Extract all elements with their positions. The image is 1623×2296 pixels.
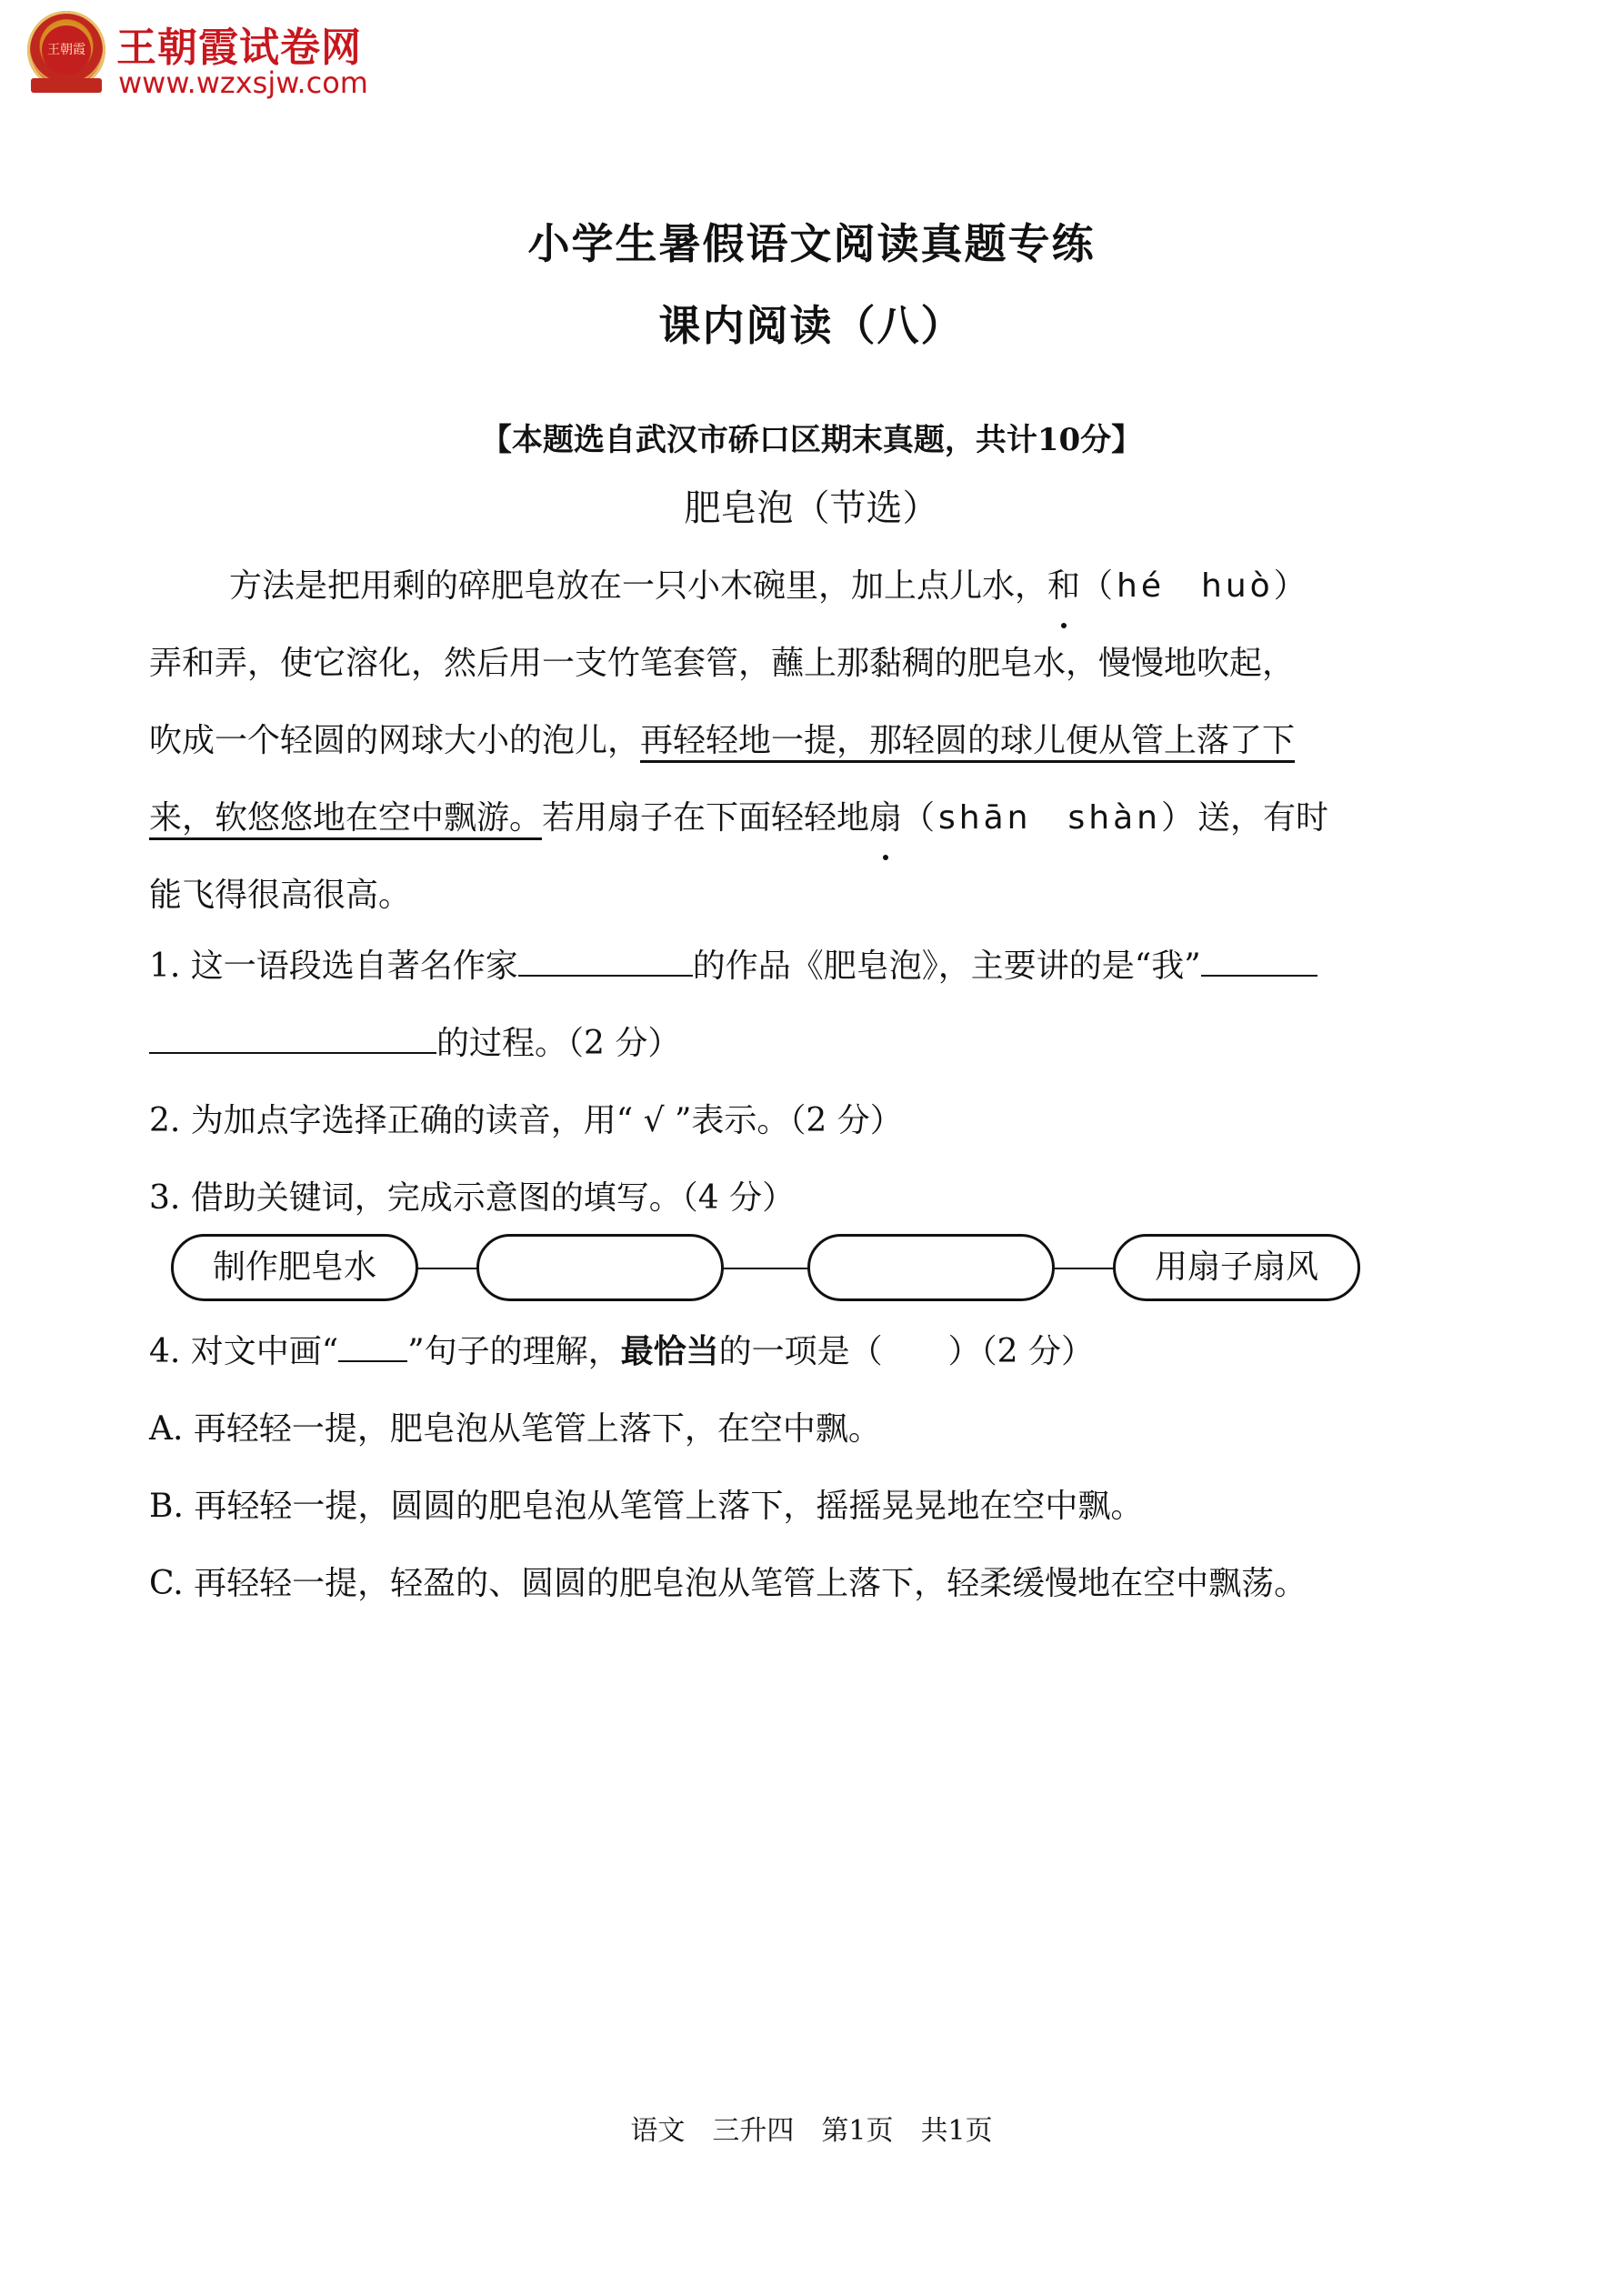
brand-url: www.wzxsjw.com — [118, 65, 368, 100]
underlined-sentence-part1: 再轻轻地一提，那轻圆的球儿便从管上落了下 — [640, 722, 1296, 759]
seal-text: 王朝霞 — [42, 25, 91, 75]
option-c[interactable]: C. 再轻轻一提，轻盈的、圆圆的肥皂泡从笔管上落下，轻柔缓慢地在空中飘荡。 — [149, 1565, 1307, 1602]
question-2: 2. 为加点字选择正确的读音，用“ √ ”表示。（2 分） — [149, 1102, 903, 1139]
page-footer: 语文 三升四 第1页 共1页 — [630, 2115, 993, 2147]
passage-line-2: 弄和弄，使它溶化，然后用一支竹笔套管，蘸上那黏稠的肥皂水，慢慢地吹起， — [149, 645, 1296, 682]
underline-sample — [338, 1328, 407, 1362]
underlined-sentence-part2: 来，软悠悠地在空中飘游。 — [149, 799, 543, 837]
emphasis-most-appropriate: 最恰当 — [620, 1332, 719, 1370]
pinyin-options-he: （hé huò） — [1080, 567, 1310, 605]
diagram-connector-1 — [418, 1268, 476, 1269]
answer-blank-process-1[interactable] — [1201, 942, 1317, 977]
logo-seal — [27, 11, 105, 89]
seal-ribbon — [31, 78, 102, 93]
pinyin-options-shan: （shān shàn） — [902, 799, 1197, 837]
question-1-cont: 的过程。（2 分） — [149, 1018, 680, 1064]
passage-title: 肥皂泡（节选） — [684, 487, 939, 529]
brand-name: 王朝霞试卷网 — [116, 25, 362, 71]
diagram-node-blank-2[interactable] — [807, 1234, 1055, 1301]
question-1: 1. 这一语段选自著名作家 的作品《肥皂泡》，主要讲的是“我” — [149, 940, 1317, 987]
passage-line-5: 能飞得很高很高。 — [149, 877, 412, 914]
diagram-node-make-soap-water: 制作肥皂水 — [171, 1234, 418, 1301]
answer-blank-author[interactable] — [518, 942, 693, 977]
question-4: 4. 对文中画“ ”句子的理解，最恰当的一项是（ ）（2 分） — [149, 1326, 1094, 1372]
page-title: 小学生暑假语文阅读真题专练 — [527, 219, 1096, 268]
diagram-node-fan: 用扇子扇风 — [1113, 1234, 1360, 1301]
diagram-connector-3 — [1055, 1268, 1113, 1269]
flow-diagram — [171, 1234, 1380, 1307]
question-3: 3. 借助关键词，完成示意图的填写。（4 分） — [149, 1179, 796, 1217]
page-subtitle: 课内阅读（八） — [658, 301, 965, 350]
answer-blank-process-2[interactable] — [149, 1019, 436, 1054]
passage-line-4: 来，软悠悠地在空中飘游。若用扇子在下面轻轻地扇（shān shàn）送，有时 — [149, 779, 1495, 857]
passage-line-3: 吹成一个轻圆的网球大小的泡儿，再轻轻地一提，那轻圆的球儿便从管上落了下 — [149, 722, 1296, 759]
dotted-char-shan: 扇 — [869, 779, 902, 857]
dotted-char-he: 和 — [1047, 547, 1080, 625]
source-note: 【本题选自武汉市硚口区期末真题，共计10分】 — [480, 422, 1143, 458]
diagram-connector-2 — [724, 1268, 807, 1269]
passage-line-1: 方法是把用剩的碎肥皂放在一只小木碗里，加上点儿水，和（hé huò） — [149, 547, 1495, 625]
option-b[interactable]: B. 再轻轻一提，圆圆的肥皂泡从笔管上落下，摇摇晃晃地在空中飘。 — [149, 1488, 1144, 1525]
diagram-node-blank-1[interactable] — [476, 1234, 724, 1301]
reading-passage — [149, 547, 1495, 934]
site-logo — [27, 11, 409, 102]
option-a[interactable]: A. 再轻轻一提，肥皂泡从笔管上落下，在空中飘。 — [149, 1410, 881, 1448]
